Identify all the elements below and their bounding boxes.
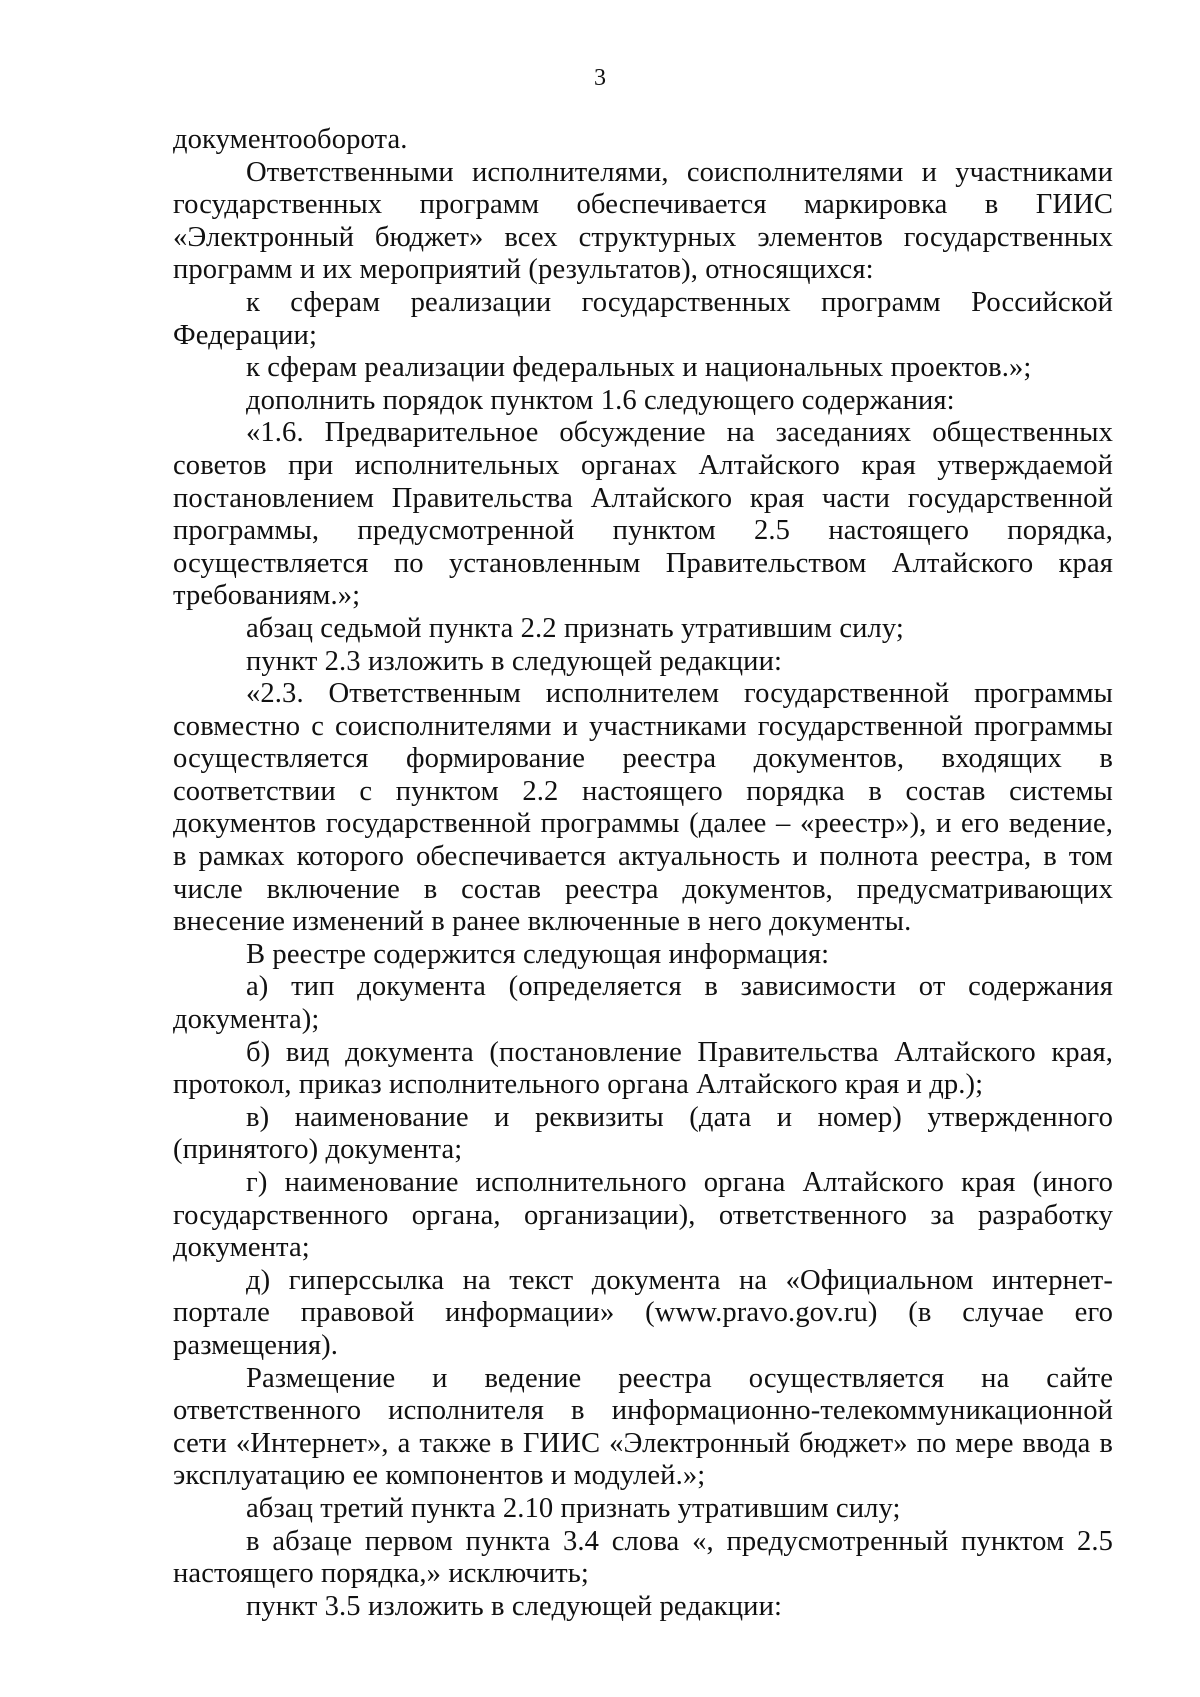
- list-item-g: г) наименование исполнительного органа Алтайского края (иного государственного органа, организации), ответственного за разработку документа;: [173, 1167, 1113, 1264]
- paragraph-marking-responsibility: Ответственными исполнителями, соисполнителями и участниками государственных программ обеспечивается маркировка в ГИИС «Электронный бюджет» всех структурных элементов государственных программ и их мероприятий (результатов), относящихся:: [173, 156, 1113, 286]
- paragraph-continuation: документооборота.: [173, 124, 408, 155]
- list-item-a: а) тип документа (определяется в зависимости от содержания документа);: [173, 971, 1113, 1036]
- paragraph-registry-placement: Размещение и ведение реестра осуществляется на сайте ответственного исполнителя в информационно-телекоммуникационной сети «Интернет», а также в ГИИС «Электронный бюджет» по мере ввода в эксплуатацию ее компонентов и модулей.»;: [173, 1362, 1113, 1492]
- list-item-v: в) наименование и реквизиты (дата и номер) утвержденного (принятого) документа;: [173, 1101, 1113, 1166]
- document-body: [173, 124, 1113, 1623]
- paragraph-spheres-state-programs: к сферам реализации государственных программ Российской Федерации;: [173, 286, 1113, 351]
- paragraph-restate-2-3: пункт 2.3 изложить в следующей редакции:: [246, 645, 783, 677]
- paragraph-add-point-1-6: дополнить порядок пунктом 1.6 следующего содержания:: [246, 384, 955, 416]
- paragraph-registry-contents: В реестре содержится следующая информация:: [246, 938, 830, 970]
- list-item-b: б) вид документа (постановление Правительства Алтайского края, протокол, приказ исполнительного органа Алтайского края и др.);: [173, 1036, 1113, 1101]
- paragraph-point-2-3: «2.3. Ответственным исполнителем государственной программы совместно с соисполнителями и участниками государственной программы осуществляется формирование реестра документов, входящих в соответствии с пунктом 2.2 настоящего порядка в состав системы документов государственной программы (далее – «реестр»), и его ведение, в рамках которого обеспечивается актуальность и полнота реестра, в том числе включение в состав реестра документов, предусматривающих внесение изменений в ранее включенные в него документы.: [173, 678, 1113, 938]
- paragraph-repeal-2-10: абзац третий пункта 2.10 признать утратившим силу;: [246, 1492, 901, 1524]
- paragraph-amend-3-4: в абзаце первом пункта 3.4 слова «, предусмотренный пунктом 2.5 настоящего порядка,» исключить;: [173, 1525, 1113, 1590]
- paragraph-repeal-2-2: абзац седьмой пункта 2.2 признать утратившим силу;: [246, 612, 904, 644]
- page-number: 3: [594, 65, 606, 91]
- paragraph-restate-3-5: пункт 3.5 изложить в следующей редакции:: [246, 1590, 783, 1622]
- paragraph-point-1-6: «1.6. Предварительное обсуждение на заседаниях общественных советов при исполнительных органах Алтайского края утверждаемой постановлением Правительства Алтайского края части государственной программы, предусмотренной пунктом 2.5 настоящего порядка, осуществляется по установленным Правительством Алтайского края требованиям.»;: [173, 417, 1113, 612]
- paragraph-spheres-projects: к сферам реализации федеральных и национальных проектов.»;: [246, 352, 1032, 384]
- list-item-d: д) гиперссылка на текст документа на «Официальном интернет-портале правовой информации» (www.pravo.gov.ru) (в случае его размещения).: [173, 1264, 1113, 1361]
